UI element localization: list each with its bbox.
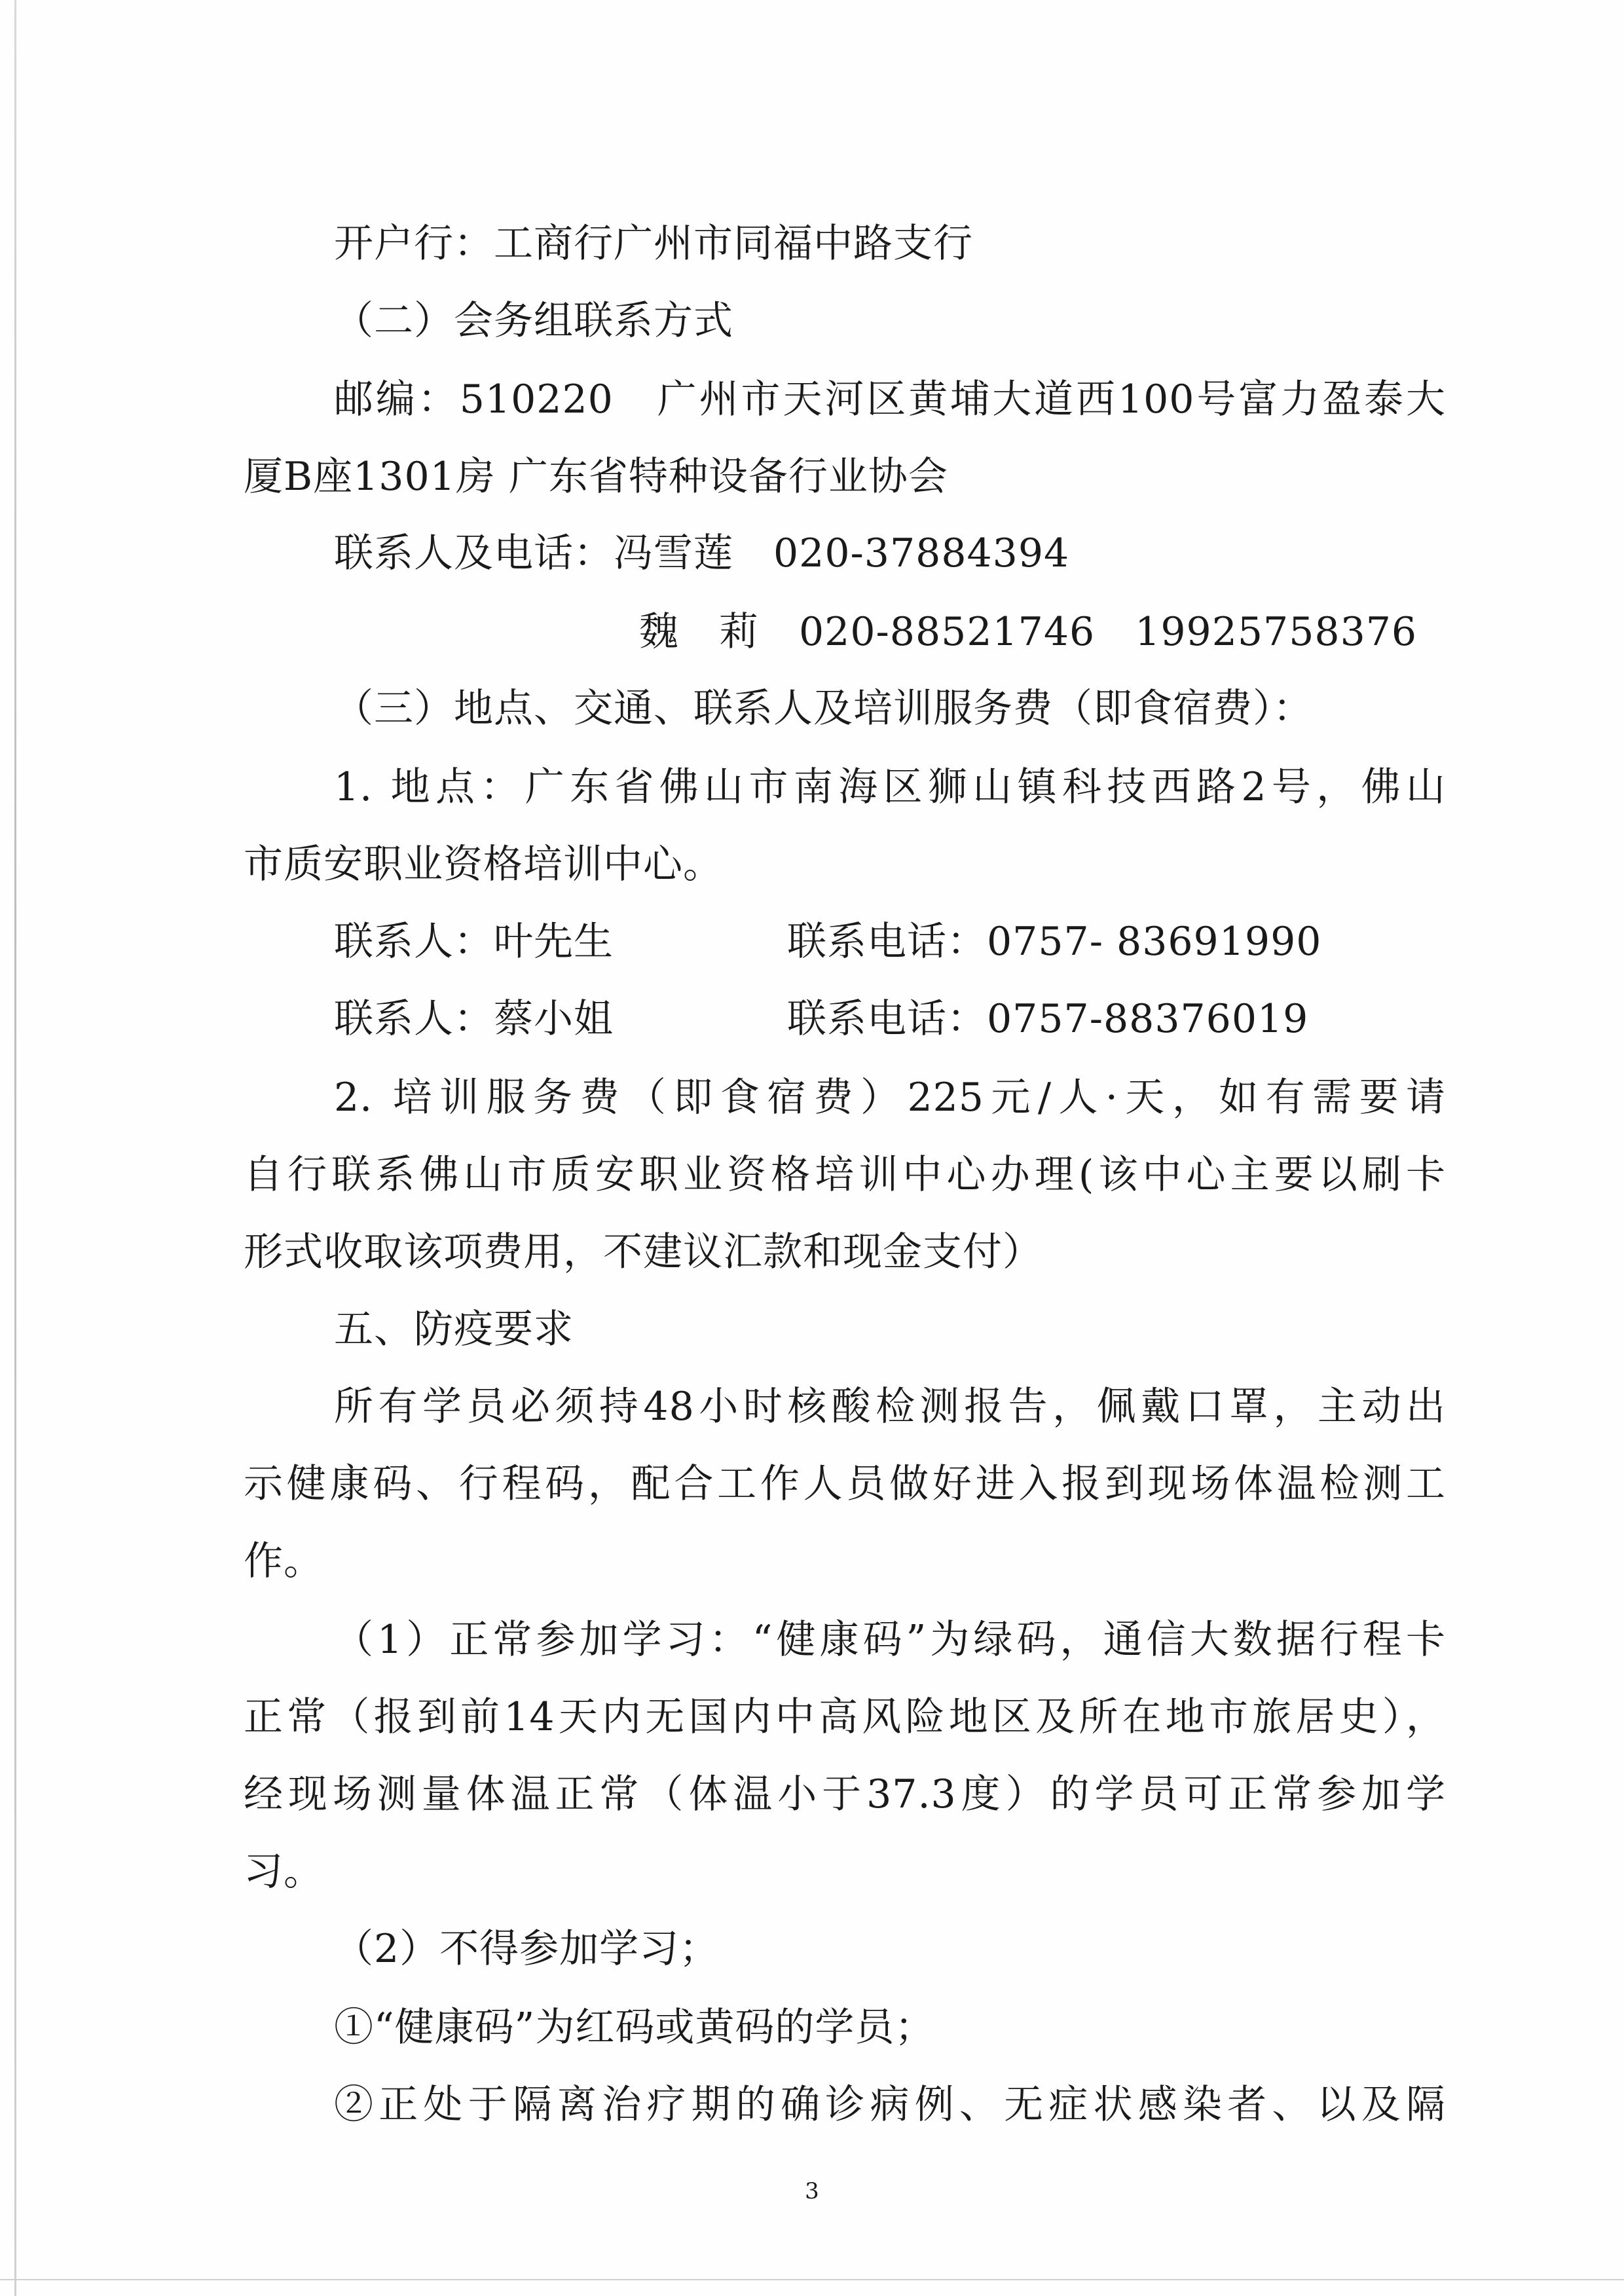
section-heading-contact: （二）会务组联系方式 (334, 298, 733, 344)
fee-line-1: 2. 培训服务费（即食宿费）225元/人·天，如有需要请 (334, 1075, 1446, 1120)
address-line-1: 邮编：510220 广州市天河区黄埔大道西100号富力盈泰大 (334, 377, 1446, 422)
no-study-item-1: ①“健康码”为红码或黄码的学员； (334, 2005, 935, 2050)
address-line-2: 厦B座1301房 广东省特种设备行业协会 (244, 454, 948, 500)
page-number: 3 (805, 2178, 819, 2204)
contact-phone-line-2: 魏 莉 020-88521746 19925758376 (639, 609, 1418, 655)
bank-line: 开户行：工商行广州市同福中路支行 (334, 221, 973, 267)
contact-phone-line-1: 联系人及电话：冯雪莲 020-37884394 (334, 530, 1070, 576)
location-line-1: 1. 地点：广东省佛山市南海区狮山镇科技西路2号，佛山 (334, 764, 1446, 810)
fee-line-2: 自行联系佛山市质安职业资格培训中心办理(该中心主要以刷卡 (244, 1152, 1446, 1198)
normal-study-line-2: 正常（报到前14天内无国内中高风险地区及所在地市旅居史）， (244, 1694, 1446, 1740)
epidemic-line-3: 作。 (244, 1538, 323, 1584)
contact-phone-2: 联系电话：0757-88376019 (787, 996, 1309, 1042)
scan-edge-bottom (0, 2279, 1624, 2280)
epidemic-line-1: 所有学员必须持48小时核酸检测报告，佩戴口罩，主动出 (334, 1384, 1446, 1430)
contact-phone-1: 联系电话：0757- 83691990 (787, 919, 1322, 965)
epidemic-line-2: 示健康码、行程码，配合工作人员做好进入报到现场体温检测工 (244, 1461, 1446, 1507)
no-study-item-2: ②正处于隔离治疗期的确诊病例、无症状感染者、以及隔 (334, 2082, 1446, 2128)
contact-person-1: 联系人：叶先生 (334, 919, 614, 965)
normal-study-line-3: 经现场测量体温正常（体温小于37.3度）的学员可正常参加学 (244, 1771, 1446, 1817)
normal-study-line-1: （1）正常参加学习：“健康码”为绿码，通信大数据行程卡 (334, 1617, 1446, 1663)
fee-line-3: 形式收取该项费用，不建议汇款和现金支付） (244, 1229, 1043, 1275)
location-line-2: 市质安职业资格培训中心。 (244, 842, 723, 887)
section-heading-location: （三）地点、交通、联系人及培训服务费（即食宿费）： (334, 686, 1313, 731)
section-heading-epidemic: 五、防疫要求 (334, 1306, 574, 1352)
scan-edge-left (14, 0, 16, 2296)
contact-person-2: 联系人：蔡小姐 (334, 996, 614, 1042)
normal-study-line-4: 习。 (244, 1849, 323, 1895)
no-study-heading: （2）不得参加学习； (334, 1926, 720, 1972)
